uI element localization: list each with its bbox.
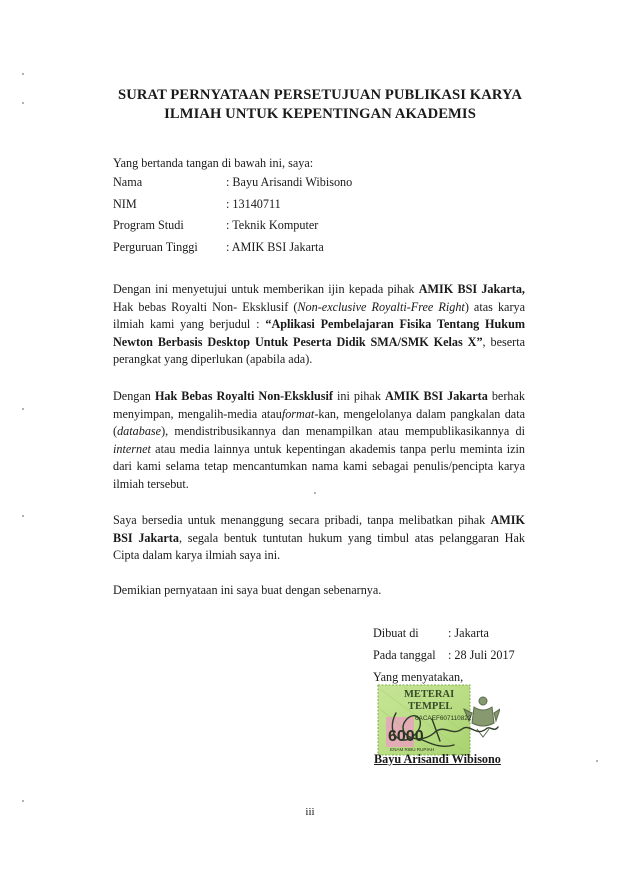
- identity-value: : AMIK BSI Jakarta: [226, 239, 324, 254]
- paragraph-closing: Demikian pernyataan ini saya buat dengan sebenarnya.: [113, 583, 382, 597]
- made-at-value: : Jakarta: [448, 626, 489, 640]
- date-label: Pada tanggal: [373, 648, 436, 662]
- stamp-line-2: TEMPEL: [408, 701, 453, 712]
- scan-speck: [22, 102, 24, 104]
- page-number: iii: [305, 806, 315, 818]
- scan-speck: [596, 760, 598, 762]
- identity-label: Nama: [113, 175, 143, 189]
- text-run: , segala bentuk tuntutan hukum yang timbul atas pelanggaran Hak Cipta dalam karya ilmiah saya ini.: [113, 530, 525, 563]
- text-run-italic: format: [281, 406, 315, 421]
- thesis-title: “Aplikasi Pembelajaran Fisika Tentang Hukum Newton Berbasis Desktop Untuk Peserta Didik SMA/SMK Kelas X”: [113, 317, 526, 349]
- identity-value: : Bayu Arisandi Wibisono: [226, 175, 353, 189]
- identity-label: Program Studi: [113, 218, 184, 232]
- text-run: Dengan ini menyetujui untuk memberikan ijin kepada pihak: [113, 282, 419, 296]
- scan-speck: [22, 73, 24, 75]
- text-run-bold: AMIK BSI Jakarta: [384, 389, 488, 403]
- stamp-line-1: METERAI: [404, 689, 455, 700]
- text-run: -kan, mengelolanya dalam pangkalan data (: [113, 406, 525, 439]
- text-run-italic: internet: [113, 441, 151, 456]
- text-run: Saya bersedia untuk menanggung secara pribadi, tanpa melibatkan pihak: [113, 513, 491, 527]
- text-run: ) atas karya ilmiah kami yang berjudul :: [113, 299, 526, 332]
- text-run: , beserta perangkat yang diperlukan (apabila ada).: [113, 334, 525, 367]
- signer-greeting: Yang menyatakan,: [373, 670, 464, 684]
- title-line-2: ILMIAH UNTUK KEPENTINGAN AKADEMIS: [164, 106, 476, 122]
- identity-value: : 13140711: [226, 196, 281, 211]
- text-run: ), mendistribusikannya dan menampilkan atau mempublikasikannya di: [161, 424, 525, 439]
- document-title: [60, 86, 580, 124]
- meterai-stamp-image: [374, 679, 500, 759]
- text-run: berhak menyimpan, mengalih-media atau: [113, 389, 525, 421]
- text-run: Hak bebas Royalti Non- Eksklusif (: [113, 299, 298, 314]
- intro-text: Yang bertanda tangan di bawah ini, saya:: [113, 156, 314, 170]
- text-run: ini pihak: [332, 389, 385, 403]
- signer-name: Bayu Arisandi Wibisono: [374, 752, 501, 766]
- scan-speck: [22, 515, 24, 517]
- text-run: Dengan: [113, 389, 155, 403]
- date-value: : 28 Juli 2017: [448, 648, 515, 662]
- stamp-amount: 6000: [388, 728, 424, 745]
- paragraph-consent: [113, 281, 525, 369]
- scan-speck: [314, 492, 316, 494]
- paragraph-liability: [113, 512, 525, 565]
- text-run-bold: AMIK BSI Jakarta,: [418, 282, 525, 296]
- scan-speck: [22, 800, 24, 802]
- title-line-1: SURAT PERNYATAAN PERSETUJUAN PUBLIKASI KARYA: [118, 87, 522, 103]
- text-run: atau media lainnya untuk kepentingan akademis tanpa perlu meminta izin dari kami selama tetap mencantumkan nama kami sebagai penulis/pencipta karya ilmiah tersebut.: [113, 441, 525, 491]
- identity-label: NIM: [113, 196, 137, 211]
- text-run-italic: Non-exclusive Royalti-Free Right: [297, 299, 465, 314]
- text-run-bold: Hak Bebas Royalti Non-Eksklusif: [154, 389, 333, 403]
- identity-label: Perguruan Tinggi: [113, 239, 198, 254]
- stamp-serial: 6ACAEF607110822: [415, 715, 472, 722]
- scan-speck: [22, 408, 24, 410]
- stamp-words: ENAM RIBU RUPIAH: [390, 747, 435, 752]
- text-run-italic: database: [117, 424, 162, 439]
- identity-value: : Teknik Komputer: [226, 218, 319, 232]
- paragraph-rights: [113, 388, 525, 494]
- text-run-bold: AMIK BSI Jakarta: [113, 513, 525, 545]
- made-at-label: Dibuat di: [373, 626, 419, 640]
